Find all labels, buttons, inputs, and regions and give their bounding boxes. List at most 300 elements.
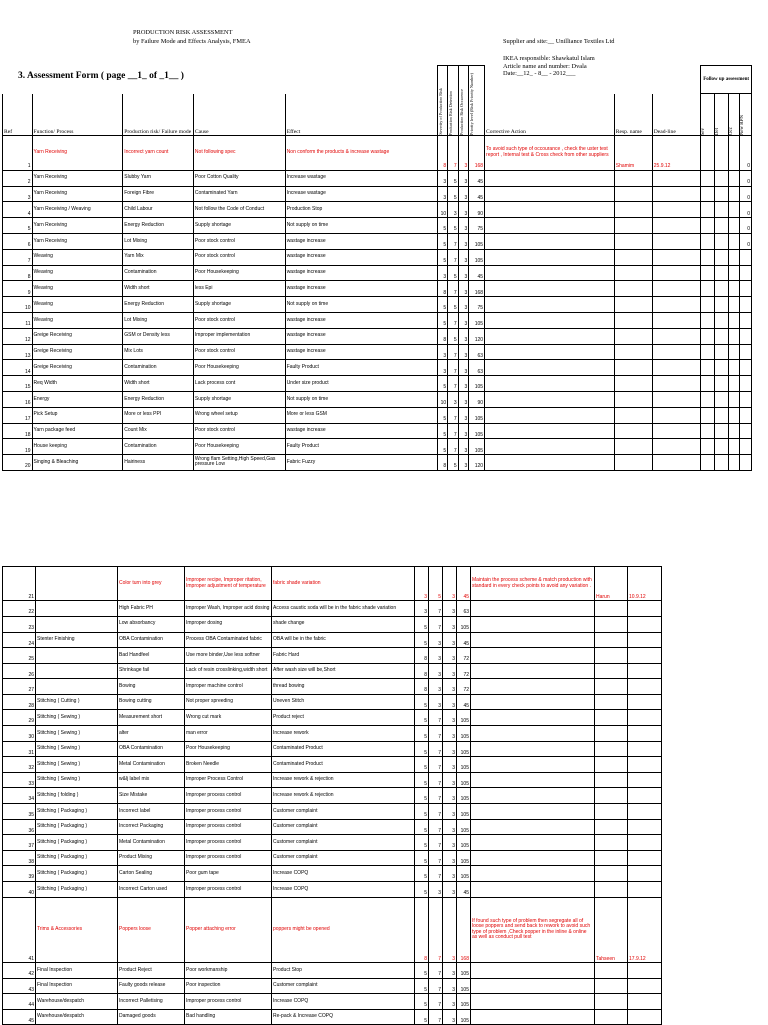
action-cell xyxy=(485,202,615,218)
o-cell: 3 xyxy=(458,423,469,439)
s-cell: 8 xyxy=(437,328,448,344)
ref-cell: 29 xyxy=(3,710,36,726)
resp-cell xyxy=(595,994,628,1010)
effect-cell: More or less GSM xyxy=(285,407,437,423)
cause-cell: man error xyxy=(185,726,272,742)
ref-cell: 45 xyxy=(3,1009,36,1025)
deadline-cell xyxy=(652,297,701,313)
function-cell: Stitching ( Sewing ) xyxy=(36,772,118,788)
new-rpn-cell: 0 xyxy=(740,202,752,218)
follow-up-header: Follow up assessment xyxy=(701,66,752,94)
deadline-cell xyxy=(628,1009,662,1025)
ref-cell: 1 xyxy=(3,136,33,171)
rpn-cell: 105 xyxy=(457,710,471,726)
new-rpn-cell xyxy=(740,281,752,297)
resp-cell xyxy=(614,170,652,186)
table-row xyxy=(3,741,662,757)
function-cell: Pick Setup xyxy=(32,407,123,423)
deadline-cell xyxy=(652,312,701,328)
resp-cell xyxy=(595,726,628,742)
d-cell: 7 xyxy=(429,757,443,773)
det-cell xyxy=(714,328,728,344)
o-cell: 3 xyxy=(458,281,469,297)
s-cell: 5 xyxy=(415,694,429,710)
risk-cell: Energy Reduction xyxy=(123,391,194,407)
ikea-responsible: IKEA responsible: Shawkatul Islam xyxy=(503,55,595,62)
ref-cell: 34 xyxy=(3,788,36,804)
deadline-cell xyxy=(652,344,701,360)
ref-cell: 10 xyxy=(3,297,33,313)
cause-cell: Not proper spreeding xyxy=(185,694,272,710)
cause-cell: Bad handling xyxy=(185,1009,272,1025)
table-row xyxy=(3,186,752,202)
function-cell: Stitching ( Sewing ) xyxy=(36,757,118,773)
table-row xyxy=(3,663,662,679)
s-cell: 3 xyxy=(437,360,448,376)
table-row xyxy=(3,265,752,281)
action-cell xyxy=(471,994,595,1010)
resp-cell xyxy=(614,186,652,202)
occurrence-header: Production Risk Occurence xyxy=(458,66,469,136)
d-cell: 3 xyxy=(429,679,443,695)
deadline-cell xyxy=(628,804,662,820)
occ-cell xyxy=(728,265,740,281)
effect-cell: Customer complaint xyxy=(272,850,415,866)
s-cell: 3 xyxy=(437,344,448,360)
cause-cell: Improper process control xyxy=(185,804,272,820)
table-row xyxy=(3,835,662,851)
resp-cell xyxy=(614,233,652,249)
deadline-cell xyxy=(652,455,701,471)
s-cell: 5 xyxy=(415,882,429,898)
rpn-cell: 105 xyxy=(457,757,471,773)
det-cell xyxy=(714,407,728,423)
resp-cell xyxy=(614,265,652,281)
action-cell xyxy=(485,360,615,376)
effect-cell: Contaminated Product xyxy=(272,757,415,773)
d-cell: 5 xyxy=(448,328,459,344)
occ-cell xyxy=(728,233,740,249)
deadline-cell xyxy=(652,423,701,439)
d-cell: 7 xyxy=(448,407,459,423)
rpn-cell: 105 xyxy=(457,804,471,820)
s-cell: 5 xyxy=(415,819,429,835)
function-cell xyxy=(36,663,118,679)
o-cell: 3 xyxy=(443,866,457,882)
s-cell: 8 xyxy=(437,455,448,471)
occ-cell xyxy=(728,328,740,344)
ref-cell: 4 xyxy=(3,202,33,218)
occ-cell xyxy=(728,170,740,186)
action-cell xyxy=(471,679,595,695)
table-row xyxy=(3,726,662,742)
function-cell: Yarn Receiving xyxy=(32,170,123,186)
det-cell xyxy=(714,170,728,186)
s-cell: 5 xyxy=(437,233,448,249)
d-cell: 7 xyxy=(429,741,443,757)
d-cell: 3 xyxy=(429,882,443,898)
action-cell xyxy=(471,741,595,757)
rpn-cell: 105 xyxy=(469,423,485,439)
rpn-cell: 105 xyxy=(469,249,485,265)
d-cell: 7 xyxy=(448,439,459,455)
det-cell xyxy=(714,136,728,171)
function-cell: House keeping xyxy=(32,439,123,455)
det-cell xyxy=(714,218,728,234)
function-cell: Warehouse/despatch xyxy=(36,994,118,1010)
deadline-cell xyxy=(628,648,662,664)
function-cell xyxy=(36,679,118,695)
resp-cell xyxy=(595,978,628,994)
new-rpn-cell xyxy=(740,423,752,439)
det-cell xyxy=(714,265,728,281)
action-cell xyxy=(485,455,615,471)
rpn-cell: 105 xyxy=(457,1009,471,1025)
risk-cell: Slubby Yarn xyxy=(123,170,194,186)
severity-header: Severity of Production Risk xyxy=(437,66,448,136)
table-row xyxy=(3,218,752,234)
function-cell: Yarn Receiving xyxy=(32,186,123,202)
ref-cell: 39 xyxy=(3,866,36,882)
new-rpn-cell: 0 xyxy=(740,136,752,171)
d-cell: 7 xyxy=(429,726,443,742)
resp-cell xyxy=(614,249,652,265)
o-cell: 3 xyxy=(443,963,457,979)
ref-cell: 33 xyxy=(3,772,36,788)
risk-cell: More or less PPI xyxy=(123,407,194,423)
o-cell: 3 xyxy=(458,170,469,186)
occ-header: Occ xyxy=(728,94,740,136)
table-row xyxy=(3,423,752,439)
table-row xyxy=(3,963,662,979)
det-cell xyxy=(714,297,728,313)
function-cell: Stitching ( Packaging ) xyxy=(36,804,118,820)
rpn-cell: 45 xyxy=(469,186,485,202)
s-cell: 5 xyxy=(415,788,429,804)
sev-cell xyxy=(701,202,715,218)
action-cell xyxy=(471,694,595,710)
new-rpn-cell xyxy=(740,249,752,265)
sev-cell xyxy=(701,265,715,281)
ref-cell: 23 xyxy=(3,616,36,632)
risk-cell: Metal Contamination xyxy=(118,835,185,851)
effect-cell: After wash size will be,Short xyxy=(272,663,415,679)
resp-cell xyxy=(595,648,628,664)
sev-cell xyxy=(701,360,715,376)
ref-cell: 25 xyxy=(3,648,36,664)
new-rpn-cell xyxy=(740,312,752,328)
resp-cell xyxy=(595,632,628,648)
det-cell xyxy=(714,186,728,202)
deadline-cell xyxy=(628,726,662,742)
o-cell: 3 xyxy=(443,1009,457,1025)
table-row xyxy=(3,866,662,882)
function-cell: Greige Receiving xyxy=(32,360,123,376)
action-cell xyxy=(485,376,615,392)
s-cell: 10 xyxy=(437,391,448,407)
deadline-cell: 17.9.12 xyxy=(628,897,662,963)
occ-cell xyxy=(728,360,740,376)
action-cell xyxy=(471,663,595,679)
occ-cell xyxy=(728,297,740,313)
table-row xyxy=(3,344,752,360)
effect-cell: OBA will be in the fabric xyxy=(272,632,415,648)
d-cell: 5 xyxy=(429,567,443,601)
cause-cell: Poor Housekeeping xyxy=(185,741,272,757)
ref-cell: 41 xyxy=(3,897,36,963)
table-row xyxy=(3,170,752,186)
action-cell xyxy=(471,772,595,788)
effect-cell: wastage increase xyxy=(285,328,437,344)
d-cell: 5 xyxy=(448,170,459,186)
rpn-cell: 45 xyxy=(469,265,485,281)
effect-cell: Increase COPQ xyxy=(272,882,415,898)
new-rpn-header: New RPN xyxy=(740,94,752,136)
o-cell: 3 xyxy=(443,663,457,679)
s-cell: 5 xyxy=(415,1009,429,1025)
d-cell: 7 xyxy=(448,360,459,376)
resp-cell xyxy=(595,788,628,804)
action-cell xyxy=(471,726,595,742)
table-row xyxy=(3,567,662,601)
ref-cell: 22 xyxy=(3,601,36,617)
d-cell: 7 xyxy=(429,835,443,851)
new-rpn-cell xyxy=(740,376,752,392)
deadline-cell: 25.9.12 xyxy=(652,136,701,171)
ref-cell: 13 xyxy=(3,344,33,360)
assessment-table-top xyxy=(2,135,752,471)
resp-cell: Harun xyxy=(595,567,628,601)
cause-cell: Improper process control xyxy=(185,835,272,851)
effect-cell: Customer complaint xyxy=(272,819,415,835)
sev-cell xyxy=(701,186,715,202)
assessment-date: Date:__12_ - 8__ - 2012___ xyxy=(503,70,576,78)
s-cell: 5 xyxy=(437,439,448,455)
rpn-cell: 72 xyxy=(457,663,471,679)
deadline-cell xyxy=(628,632,662,648)
cause-cell: Poor Cotton Quality xyxy=(193,170,285,186)
effect-cell: Not supply on time xyxy=(285,391,437,407)
d-cell: 7 xyxy=(448,136,459,171)
occ-cell xyxy=(728,376,740,392)
d-cell: 7 xyxy=(429,994,443,1010)
rpn-cell: 105 xyxy=(457,866,471,882)
risk-cell: Bowing xyxy=(118,679,185,695)
cause-cell: Wrong wheel setup xyxy=(193,407,285,423)
action-cell xyxy=(485,407,615,423)
deadline-cell xyxy=(628,850,662,866)
resp-cell xyxy=(614,360,652,376)
det-cell xyxy=(714,312,728,328)
cause-cell: Poor Housekeeping xyxy=(193,439,285,455)
occ-cell xyxy=(728,312,740,328)
rpn-cell: 105 xyxy=(457,616,471,632)
function-cell: Greige Receiving xyxy=(32,344,123,360)
s-cell: 3 xyxy=(437,265,448,281)
deadline-cell xyxy=(652,202,701,218)
cause-cell: Supply shortage xyxy=(193,391,285,407)
table-row xyxy=(3,648,662,664)
cause-cell: Poor inspection xyxy=(185,978,272,994)
d-cell: 7 xyxy=(448,344,459,360)
occ-cell xyxy=(728,423,740,439)
ref-cell: 2 xyxy=(3,170,33,186)
rpn-cell: 63 xyxy=(469,360,485,376)
rpn-cell: 105 xyxy=(457,994,471,1010)
rpn-cell: 72 xyxy=(457,648,471,664)
action-cell xyxy=(471,632,595,648)
effect-cell: wastage increase xyxy=(285,249,437,265)
action-cell xyxy=(471,788,595,804)
o-cell: 3 xyxy=(458,265,469,281)
deadline-cell xyxy=(628,710,662,726)
function-cell: Trims & Accessories xyxy=(36,897,118,963)
effect-cell: Fabric Hard xyxy=(272,648,415,664)
table-row xyxy=(3,897,662,963)
occ-cell xyxy=(728,136,740,171)
rpn-cell: 168 xyxy=(469,136,485,171)
occ-cell xyxy=(728,407,740,423)
effect-cell: Product reject xyxy=(272,710,415,726)
occ-cell xyxy=(728,186,740,202)
effect-cell: Increase COPQ xyxy=(272,866,415,882)
o-cell: 3 xyxy=(443,648,457,664)
rpn-cell: 105 xyxy=(469,233,485,249)
effect-cell: shade change xyxy=(272,616,415,632)
effect-cell: Contaminated Product xyxy=(272,741,415,757)
o-cell: 3 xyxy=(458,391,469,407)
cause-cell: Improper implementation xyxy=(193,328,285,344)
effect-cell: Under size product xyxy=(285,376,437,392)
risk-cell: w&lj label mix xyxy=(118,772,185,788)
effect-cell: Production Stop xyxy=(285,202,437,218)
effect-cell: Not supply on time xyxy=(285,218,437,234)
rpn-cell: 168 xyxy=(469,281,485,297)
cause-cell: Poor workmanship xyxy=(185,963,272,979)
o-cell: 3 xyxy=(458,407,469,423)
effect-cell: Product Stop xyxy=(272,963,415,979)
deadline-cell xyxy=(628,601,662,617)
cause-cell: Improper process control xyxy=(185,882,272,898)
resp-cell xyxy=(595,772,628,788)
deadline-cell xyxy=(652,281,701,297)
d-cell: 7 xyxy=(448,423,459,439)
o-cell: 3 xyxy=(458,439,469,455)
effect-cell: Increase rework & rejection xyxy=(272,772,415,788)
function-cell: Stitching ( Sewing ) xyxy=(36,726,118,742)
rpn-cell: 120 xyxy=(469,455,485,471)
rpn-cell: 45 xyxy=(457,694,471,710)
d-cell: 7 xyxy=(448,233,459,249)
rpn-cell: 72 xyxy=(457,679,471,695)
deadline-cell xyxy=(652,249,701,265)
table-row xyxy=(3,819,662,835)
rpn-cell: 45 xyxy=(469,170,485,186)
rpn-cell: 105 xyxy=(457,978,471,994)
sev-cell xyxy=(701,423,715,439)
function-cell: Weaving xyxy=(32,265,123,281)
table-row xyxy=(3,788,662,804)
function-cell: Stenter Finishing xyxy=(36,632,118,648)
deadline-cell xyxy=(628,757,662,773)
cause-cell: Improper process control xyxy=(185,850,272,866)
action-cell xyxy=(471,835,595,851)
effect-cell: Fabric Fuzzy xyxy=(285,455,437,471)
new-rpn-cell: 0 xyxy=(740,186,752,202)
ref-cell: 42 xyxy=(3,963,36,979)
sev-header: Sev xyxy=(701,94,715,136)
cause-cell: Poor gum tape xyxy=(185,866,272,882)
resp-cell xyxy=(614,312,652,328)
s-cell: 8 xyxy=(437,136,448,171)
deadline-cell xyxy=(652,328,701,344)
cause-cell: Wrong cut mark xyxy=(185,710,272,726)
resp-cell xyxy=(595,850,628,866)
o-cell: 3 xyxy=(443,726,457,742)
o-cell: 3 xyxy=(458,233,469,249)
cause-cell: Lack of resin crosslinking,width short xyxy=(185,663,272,679)
new-rpn-cell xyxy=(740,455,752,471)
function-cell: Weaving xyxy=(32,312,123,328)
ref-cell: 15 xyxy=(3,376,33,392)
d-cell: 7 xyxy=(429,710,443,726)
action-cell xyxy=(485,312,615,328)
new-rpn-cell xyxy=(740,391,752,407)
resp-cell xyxy=(595,804,628,820)
o-cell: 3 xyxy=(458,297,469,313)
deadline-cell xyxy=(628,788,662,804)
cause-cell: Supply shortage xyxy=(193,297,285,313)
new-rpn-cell xyxy=(740,265,752,281)
new-rpn-cell xyxy=(740,297,752,313)
cause-cell: Improper dosing xyxy=(185,616,272,632)
effect-cell: wastage increase xyxy=(285,233,437,249)
action-cell xyxy=(485,233,615,249)
risk-cell: Incorrect Palletising xyxy=(118,994,185,1010)
o-cell: 3 xyxy=(443,741,457,757)
function-header: Function/ Process xyxy=(32,94,123,136)
rpn-cell: 63 xyxy=(457,601,471,617)
d-cell: 7 xyxy=(429,1009,443,1025)
action-cell: If found such type of problem then segregate all of loose poppers and send back to rework to avoid such type of problem ,Check popper in the inline & online as well as conduct pull test xyxy=(471,897,595,963)
risk-cell: High Fabric PH xyxy=(118,601,185,617)
ref-cell: 30 xyxy=(3,726,36,742)
occ-cell xyxy=(728,391,740,407)
risk-cell: Damaged goods xyxy=(118,1009,185,1025)
risk-header: Production risk/ Failure mode xyxy=(123,94,194,136)
table-row xyxy=(3,757,662,773)
table-row xyxy=(3,679,662,695)
deadline-cell xyxy=(628,772,662,788)
sev-cell xyxy=(701,218,715,234)
function-cell: Stitching ( Packaging ) xyxy=(36,882,118,898)
cause-cell: Improper Wash, Improper acid dosing xyxy=(185,601,272,617)
function-cell xyxy=(36,601,118,617)
o-cell: 3 xyxy=(443,567,457,601)
function-cell xyxy=(36,567,118,601)
table-row xyxy=(3,616,662,632)
sev-cell xyxy=(701,455,715,471)
action-cell xyxy=(485,170,615,186)
function-cell: Singing & Bleaching xyxy=(32,455,123,471)
action-cell xyxy=(485,218,615,234)
cause-cell: Process OBA Contaminated fabric xyxy=(185,632,272,648)
d-cell: 7 xyxy=(429,850,443,866)
resp-cell xyxy=(614,391,652,407)
deadline-cell xyxy=(628,978,662,994)
s-cell: 5 xyxy=(415,866,429,882)
new-rpn-cell xyxy=(740,439,752,455)
